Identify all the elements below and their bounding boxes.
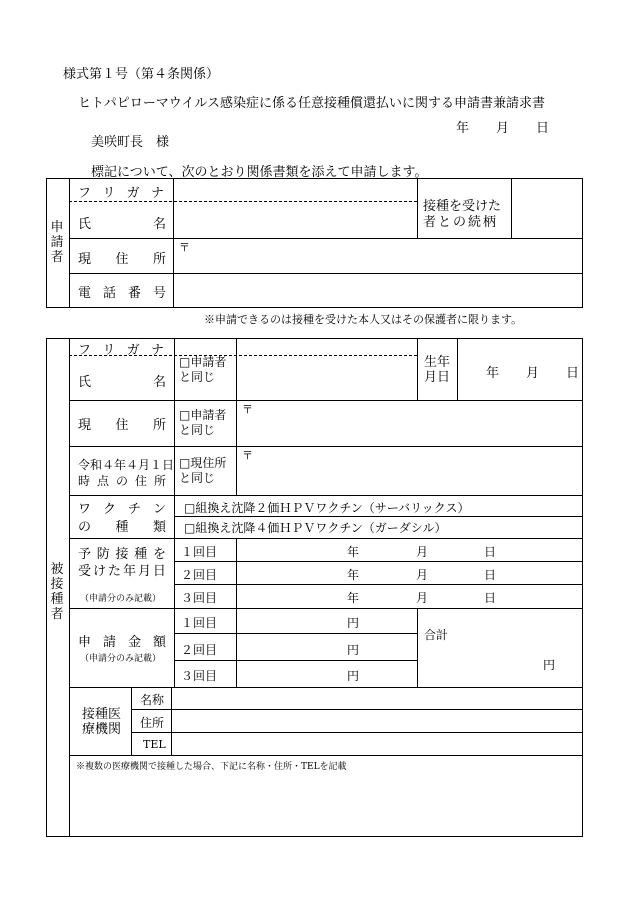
applicant-name-label: 氏 名	[78, 217, 166, 232]
ref-address-label: 時 点 の 住 所	[78, 474, 166, 488]
total-yen: 円	[543, 658, 556, 672]
applicant-note: ※申請できるのは接種を受けた本人又はその保護者に限ります。	[204, 313, 523, 326]
form-title: ヒトパピローマウイルス感染症に係る任意接種償還払いに関する申請書兼請求書	[78, 96, 545, 111]
clinic-label: 接種医 療機関	[82, 707, 122, 737]
recipient-same-as-applicant-checkbox[interactable]: □申請者 と同じ	[179, 355, 227, 384]
applicant-address-input[interactable]	[174, 239, 582, 272]
amount-label: 申 請 金 額	[78, 635, 166, 650]
dose-1-month-label: 月	[416, 545, 429, 559]
recipient-furigana-input[interactable]	[237, 339, 416, 354]
recipient-address-label: 現 住 所	[78, 418, 166, 433]
dose-1-yen: 円	[347, 616, 360, 630]
dose-1-year-label: 年	[347, 545, 360, 559]
applicant-name-input[interactable]	[174, 202, 416, 237]
dose-3-day-label: 日	[484, 591, 497, 605]
dose-2-amount-input[interactable]	[237, 634, 337, 659]
birth-day-label: 日	[566, 366, 580, 381]
dose-2-month-label: 月	[416, 568, 429, 582]
clinic-tel-label: TEL	[143, 738, 166, 751]
addressee: 美咲町長 様	[91, 135, 170, 150]
vacc-date-label-2: 受 け た 年 月 日	[78, 564, 166, 579]
recipient-name-label: 氏 名	[78, 375, 166, 390]
birth-month-label: 月	[526, 366, 540, 381]
same-as-current-address-checkbox[interactable]: □現住所 と同じ	[179, 456, 227, 485]
dose-2-year-label: 年	[347, 568, 360, 582]
vaccine-option-bivalent-checkbox[interactable]: □組換え沈降２価ＨＰＶワクチン（サーバリックス）	[184, 501, 470, 515]
address-same-as-applicant-checkbox[interactable]: □申請者 と同じ	[179, 408, 227, 437]
vaccine-type-label-2: の 種 類	[78, 520, 166, 535]
dose-1-amount-label: １回目	[181, 616, 218, 630]
date-month-label: 月	[496, 121, 510, 136]
intro-text: 標記について、次のとおり関係書類を添えて申請します。	[91, 165, 428, 180]
vaccine-option-quadrivalent-checkbox[interactable]: □組換え沈降４価ＨＰＶワクチン（ガーダシル）	[184, 521, 447, 535]
applicant-postal-mark: 〒	[179, 241, 190, 254]
dose-1-date-label: １回目	[181, 545, 218, 559]
total-label: 合計	[424, 628, 449, 642]
applicant-furigana-label: フ リ ガ ナ	[78, 186, 164, 201]
relation-label-2: 者との続柄	[423, 215, 499, 230]
recipient-address-input[interactable]	[237, 401, 582, 445]
relation-input[interactable]	[512, 179, 582, 237]
clinic-address-label: 住所	[140, 716, 165, 730]
dose-2-date-label: ２回目	[181, 568, 218, 582]
ref-date-label: 令和４年４月１日	[78, 458, 175, 472]
birth-date-input[interactable]	[458, 339, 582, 399]
dose-3-date-input[interactable]	[237, 585, 582, 607]
clinic-note: ※複数の医療機関で接種した場合、下記に名称・住所・TELを記載	[76, 762, 347, 772]
vacc-date-note: （申請分のみ記載）	[80, 594, 162, 604]
clinic-name-input[interactable]	[172, 688, 582, 708]
additional-clinics-input[interactable]	[70, 772, 582, 836]
recipient-postal-mark: 〒	[242, 403, 253, 416]
applicant-section-label: 申請者	[50, 220, 64, 265]
vacc-date-label-1: 予 防 接 種 を	[78, 547, 166, 562]
dose-2-day-label: 日	[484, 568, 497, 582]
clinic-address-input[interactable]	[172, 710, 582, 731]
dose-3-amount-input[interactable]	[237, 661, 337, 686]
birth-year-label: 年	[486, 366, 500, 381]
form-number: 様式第１号（第４条関係）	[63, 67, 220, 82]
dose-3-amount-label: ３回目	[181, 669, 218, 683]
ref-address-input[interactable]	[237, 447, 582, 494]
amount-note: （申請分のみ記載）	[80, 654, 162, 664]
vaccine-type-label-1: ワ ク チ ン	[78, 502, 166, 517]
recipient-name-input[interactable]	[237, 357, 416, 399]
dose-3-year-label: 年	[347, 591, 360, 605]
dose-2-yen: 円	[347, 643, 360, 657]
recipient-section-label: 被接種者	[50, 562, 64, 622]
dose-1-day-label: 日	[484, 545, 497, 559]
birth-date-label: 生年 月日	[424, 355, 451, 385]
dose-1-amount-input[interactable]	[237, 609, 337, 632]
applicant-phone-label: 電 話 番 号	[78, 286, 166, 301]
clinic-name-label: 名称	[140, 693, 165, 707]
relation-label-1: 接種を受けた	[423, 199, 502, 214]
recipient-furigana-label: フ リ ガ ナ	[78, 343, 164, 358]
date-year-label: 年	[456, 121, 470, 136]
dose-3-yen: 円	[347, 669, 360, 683]
applicant-furigana-input[interactable]	[174, 179, 416, 200]
date-day-label: 日	[536, 121, 550, 136]
applicant-phone-input[interactable]	[174, 274, 582, 307]
dose-3-date-label: ３回目	[181, 591, 218, 605]
ref-postal-mark: 〒	[242, 449, 253, 462]
dose-2-amount-label: ２回目	[181, 643, 218, 657]
total-amount-input[interactable]	[418, 640, 538, 680]
dose-3-month-label: 月	[416, 591, 429, 605]
dose-1-date-input[interactable]	[237, 539, 582, 560]
dose-2-date-input[interactable]	[237, 562, 582, 583]
clinic-tel-input[interactable]	[172, 733, 582, 754]
applicant-address-label: 現 住 所	[78, 252, 166, 267]
